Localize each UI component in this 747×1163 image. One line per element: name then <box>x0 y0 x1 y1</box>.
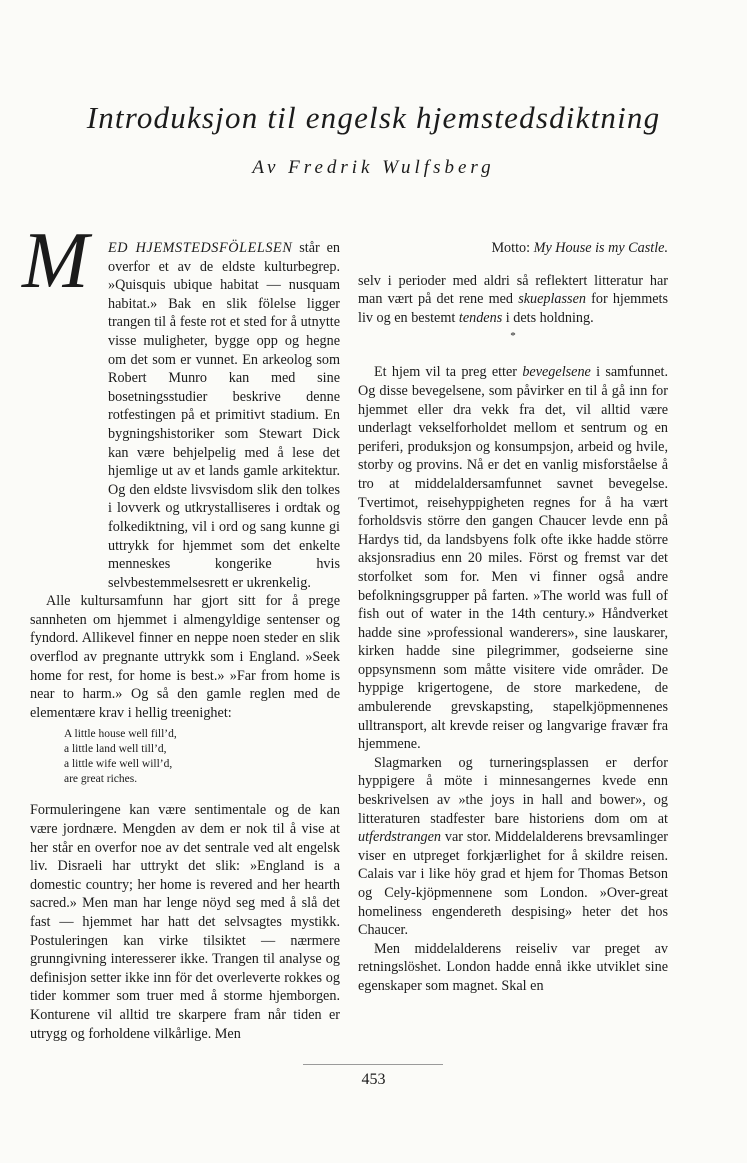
paragraph-continuation <box>358 272 668 328</box>
right-column <box>358 239 668 996</box>
verse-quote <box>64 727 340 787</box>
text-run: Slagmarken og turneringsplassen er derfor hyppigere å möte i minnesangernes kvede enn beskrivelsen av »the joys in hall and bower», og litteraturen stadfester bare historiens dom om at <box>358 754 668 827</box>
folio-rule <box>303 1064 443 1065</box>
text-run: i samfunnet. Og disse bevegelsene, som påvirker en til å gå inn for hjemmet eller dra vekk fra det, vil alltid være underlagt vekselforholdet mellom et sentrum og en periferi, produksjon og konsumpsjon, arbeid og hvile, storby og provins. Nå er det en vanlig misforståelse å tro at middelaldersamfunnet savnet bevegelse. Tvertimot, reisehyppigheten regnes for å ha vært forholdsvis större den gangen Chaucer levde enn på Hardys tid, da landsbyens folk ofte ikke hadde större aksjonsradius enn 20 miles. Först og fremst var det storfolket som for. Men vi finner også andre befolkningsgrupper på farten. »The world was full of fish out of water in the 14th century.» Håndverket hadde sine »professional wanderers», sine lauskarer, kirken hadde sine pilegrimmer, godseierne sine oppsynsmenn som måtte visitere vide områder. De hyppige krigertogene, de store markedene, de ambulerende grevskapsting, stapelkjöpmennenes ulltransport, alt krevde reiser og langvarige fravær fra hjemmene. <box>358 364 668 753</box>
text-run: i dets holdning. <box>502 309 594 326</box>
section-separator: * <box>510 330 516 343</box>
paragraph-kultursamfunn: Alle kultursamfunn har gjort sitt for å prege sannheten om hjemmet i almengyldige sentenser og fyndord. Allikevel finner en neppe noen steder en slik overflod av pregnante uttrykk som i England. »Seek home for rest, for home is best.» »Far from home is near to harm.» Og så den gamle reglen med de elementære krav i hellig treenighet: <box>30 593 340 721</box>
text-run: for hjemmets liv og en bestemt <box>358 291 668 326</box>
verse-line: A little house well fill’d, <box>64 728 177 741</box>
verse-line: a little land well till’d, <box>64 743 167 756</box>
verse-line: a little wife well will’d, <box>64 758 173 771</box>
dropcap-block <box>22 217 340 592</box>
page-number: 453 <box>361 1071 386 1088</box>
motto-text: My House is my Castle. <box>533 240 668 256</box>
motto-label: Motto: <box>491 240 531 256</box>
text-run: var stor. Middelalderens brevsamlinger viser en utpreget forkjærlighet for å skildre reisen. Calais var i like höy grad et hjem for Thomas Betson og Cely-kjöpmennene som London. »Over-great homeliness engendereth despising» heter det hos Chaucer. <box>358 829 668 939</box>
verse-line: are great riches. <box>64 773 138 786</box>
opening-paragraph <box>22 217 340 592</box>
article-title: Introduksjon til engelsk hjemstedsdiktning <box>86 100 661 135</box>
paragraph-slagmarken <box>358 754 668 940</box>
motto <box>358 239 668 258</box>
text-run: Et hjem vil ta preg etter <box>374 364 523 381</box>
emphasis: tendens <box>458 309 503 326</box>
emphasis: utferdstrangen <box>358 829 442 846</box>
paragraph-reiseliv: Men middelalderens reiseliv var preget av retningslöshet. London hadde ennå ikke utviklet sine egenskaper som magnet. Skal en <box>358 940 668 994</box>
article-byline: Av Fredrik Wulfsberg <box>252 157 495 178</box>
opening-text: står en overfor et av de eldste kulturbegrep. »Quisquis ubique habitat — nusquam habitat.» Bak en slik fölelse ligger trangen til å feste rot et sted for å utnytte visse muligheter, bygge opp og hegne om det som er vunnet. En arkeolog som Robert Munro kan med sine bosetningsstudier beskrive denne rotfestingen på et primitivt stadium. En bygningshistoriker som Stewart Dick kan være behjelpelig med å lese det hjemlige ut av et lands gamle arkitektur. Og den eldste livsvisdom slik den tolkes i lovverk og utkrystalliseres i ordtak og folkediktning, vil i ord og sang kunne gi uttrykk for hjemmet som det enkelte menneskes kongerike hvis selvbestemmelsesrett er ukrenkelig. <box>108 240 340 591</box>
text-run: selv i perioder med aldri så reflektert litteratur har man vært på det rene med <box>358 272 668 308</box>
emphasis: skueplassen <box>518 291 586 308</box>
paragraph-et-hjem <box>358 363 668 753</box>
left-column <box>22 217 340 1043</box>
emphasis: bevegelsene <box>522 364 591 381</box>
paragraph-formuleringene: Formuleringene kan være sentimentale og de kan være jordnære. Mengden av dem er nok til å vise at her står en overfor noe av det sentrale ved alt engelsk liv. Disraeli har uttrykt det slik: »England is a domestic country; her home is revered and her hearth sacred.» Men man har lenge nöyd seg med å slå det fast — hjemmet har hatt det selvsagtes mystikk. Postuleringen kan virke tilsiktet — nærmere grunngivning interesserer ikke. Trangen til analyse og definisjon setter ikke inn för det overleverte rokkes og tider kommer som truer med å storme hjemborgen. Konturene vil alltid tre skarpere fram når tiden er utrygg og forholdene vilkårlige. Men <box>30 802 340 1042</box>
opening-caps: ED HJEMSTEDSFÖLELSEN <box>108 240 293 256</box>
drop-cap: M <box>22 217 89 305</box>
